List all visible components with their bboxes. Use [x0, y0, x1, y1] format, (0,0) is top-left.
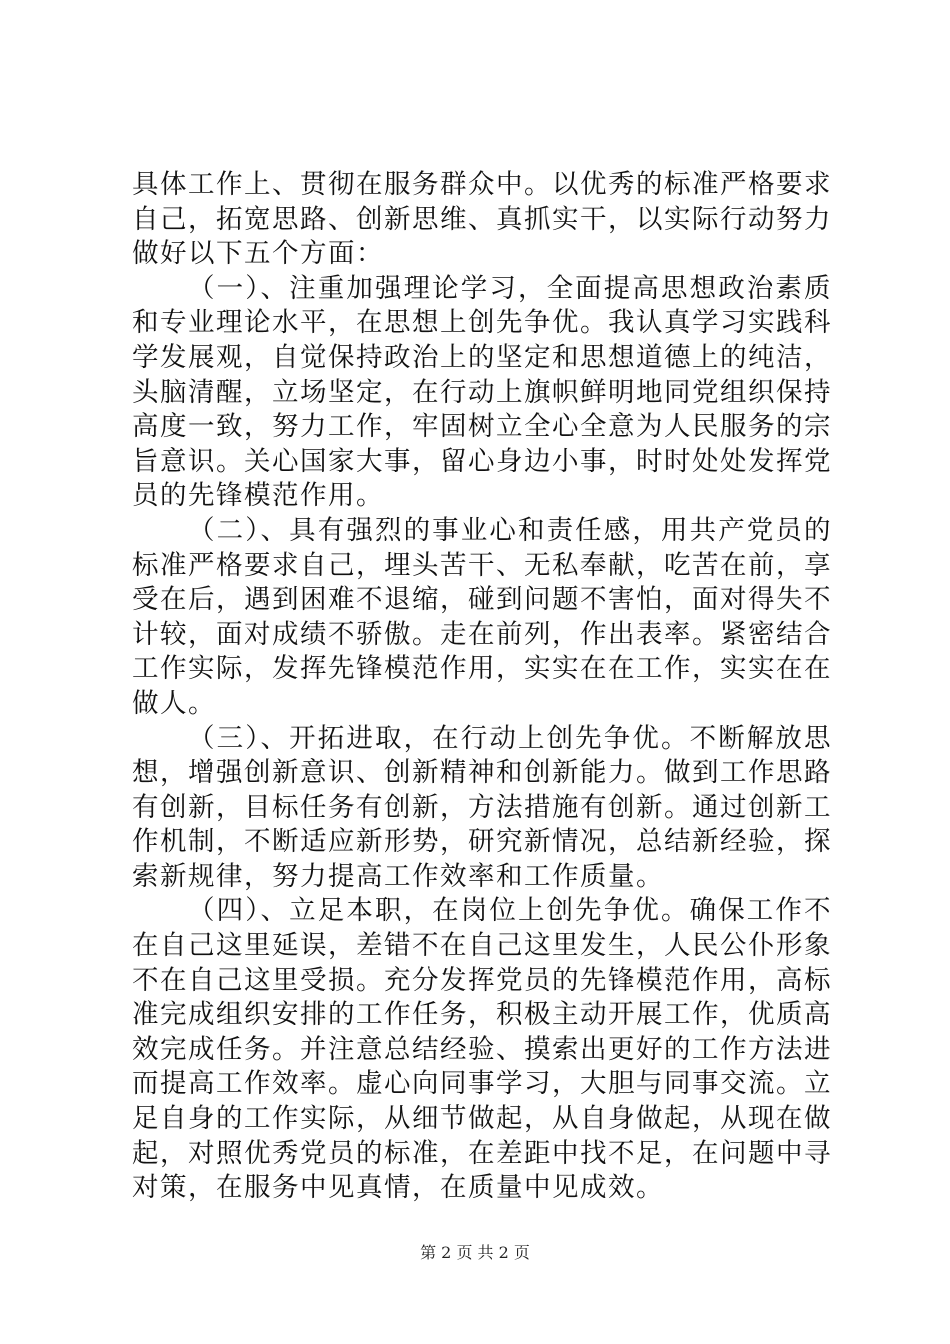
paragraph-point-3: （三）、开拓进取，在行动上创先争优。不断解放思想，增强创新意识、创新精神和创新能力。做到工作思路有创新，目标任务有创新，方法措施有创新。通过创新工作机制，不断适应新形势，研究新情况，总结新经验，探索新规律，努力提高工作效率和工作质量。	[132, 722, 832, 892]
paragraph-point-2: （二）、具有强烈的事业心和责任感，用共产党员的标准严格要求自己，埋头苦干、无私奉献，吃苦在前，享受在后，遇到困难不退缩，碰到问题不害怕，面对得失不计较，面对成绩不骄傲。走在前列，作出表率。紧密结合工作实际，发挥先锋模范作用，实实在在工作，实实在在做人。	[132, 514, 832, 719]
page-number-footer: 第 2 页 共 2 页	[420, 1243, 530, 1262]
paragraph-intro: 具体工作上、贯彻在服务群众中。以优秀的标准严格要求自己，拓宽思路、创新思维、真抓实干，以实际行动努力做好以下五个方面：	[132, 169, 832, 270]
document-body	[132, 168, 832, 1206]
paragraph-point-4: （四）、立足本职，在岗位上创先争优。确保工作不在自己这里延误，差错不在自己这里发生，人民公仆形象不在自己这里受损。充分发挥党员的先锋模范作用，高标准完成组织安排的工作任务，积极主动开展工作，优质高效完成任务。并注意总结经验、摸索出更好的工作方法进而提高工作效率。虚心向同事学习，大胆与同事交流。立足自身的工作实际，从细节做起，从自身做起，从现在做起，对照优秀党员的标准，在差距中找不足，在问题中寻对策，在服务中见真情，在质量中见成效。	[132, 895, 832, 1204]
paragraph-point-1: （一）、注重加强理论学习，全面提高思想政治素质和专业理论水平，在思想上创先争优。我认真学习实践科学发展观，自觉保持政治上的坚定和思想道德上的纯洁，头脑清醒，立场坚定，在行动上旗帜鲜明地同党组织保持高度一致，努力工作，牢固树立全心全意为人民服务的宗旨意识。关心国家大事，留心身边小事，时时处处发挥党员的先锋模范作用。	[132, 272, 832, 512]
